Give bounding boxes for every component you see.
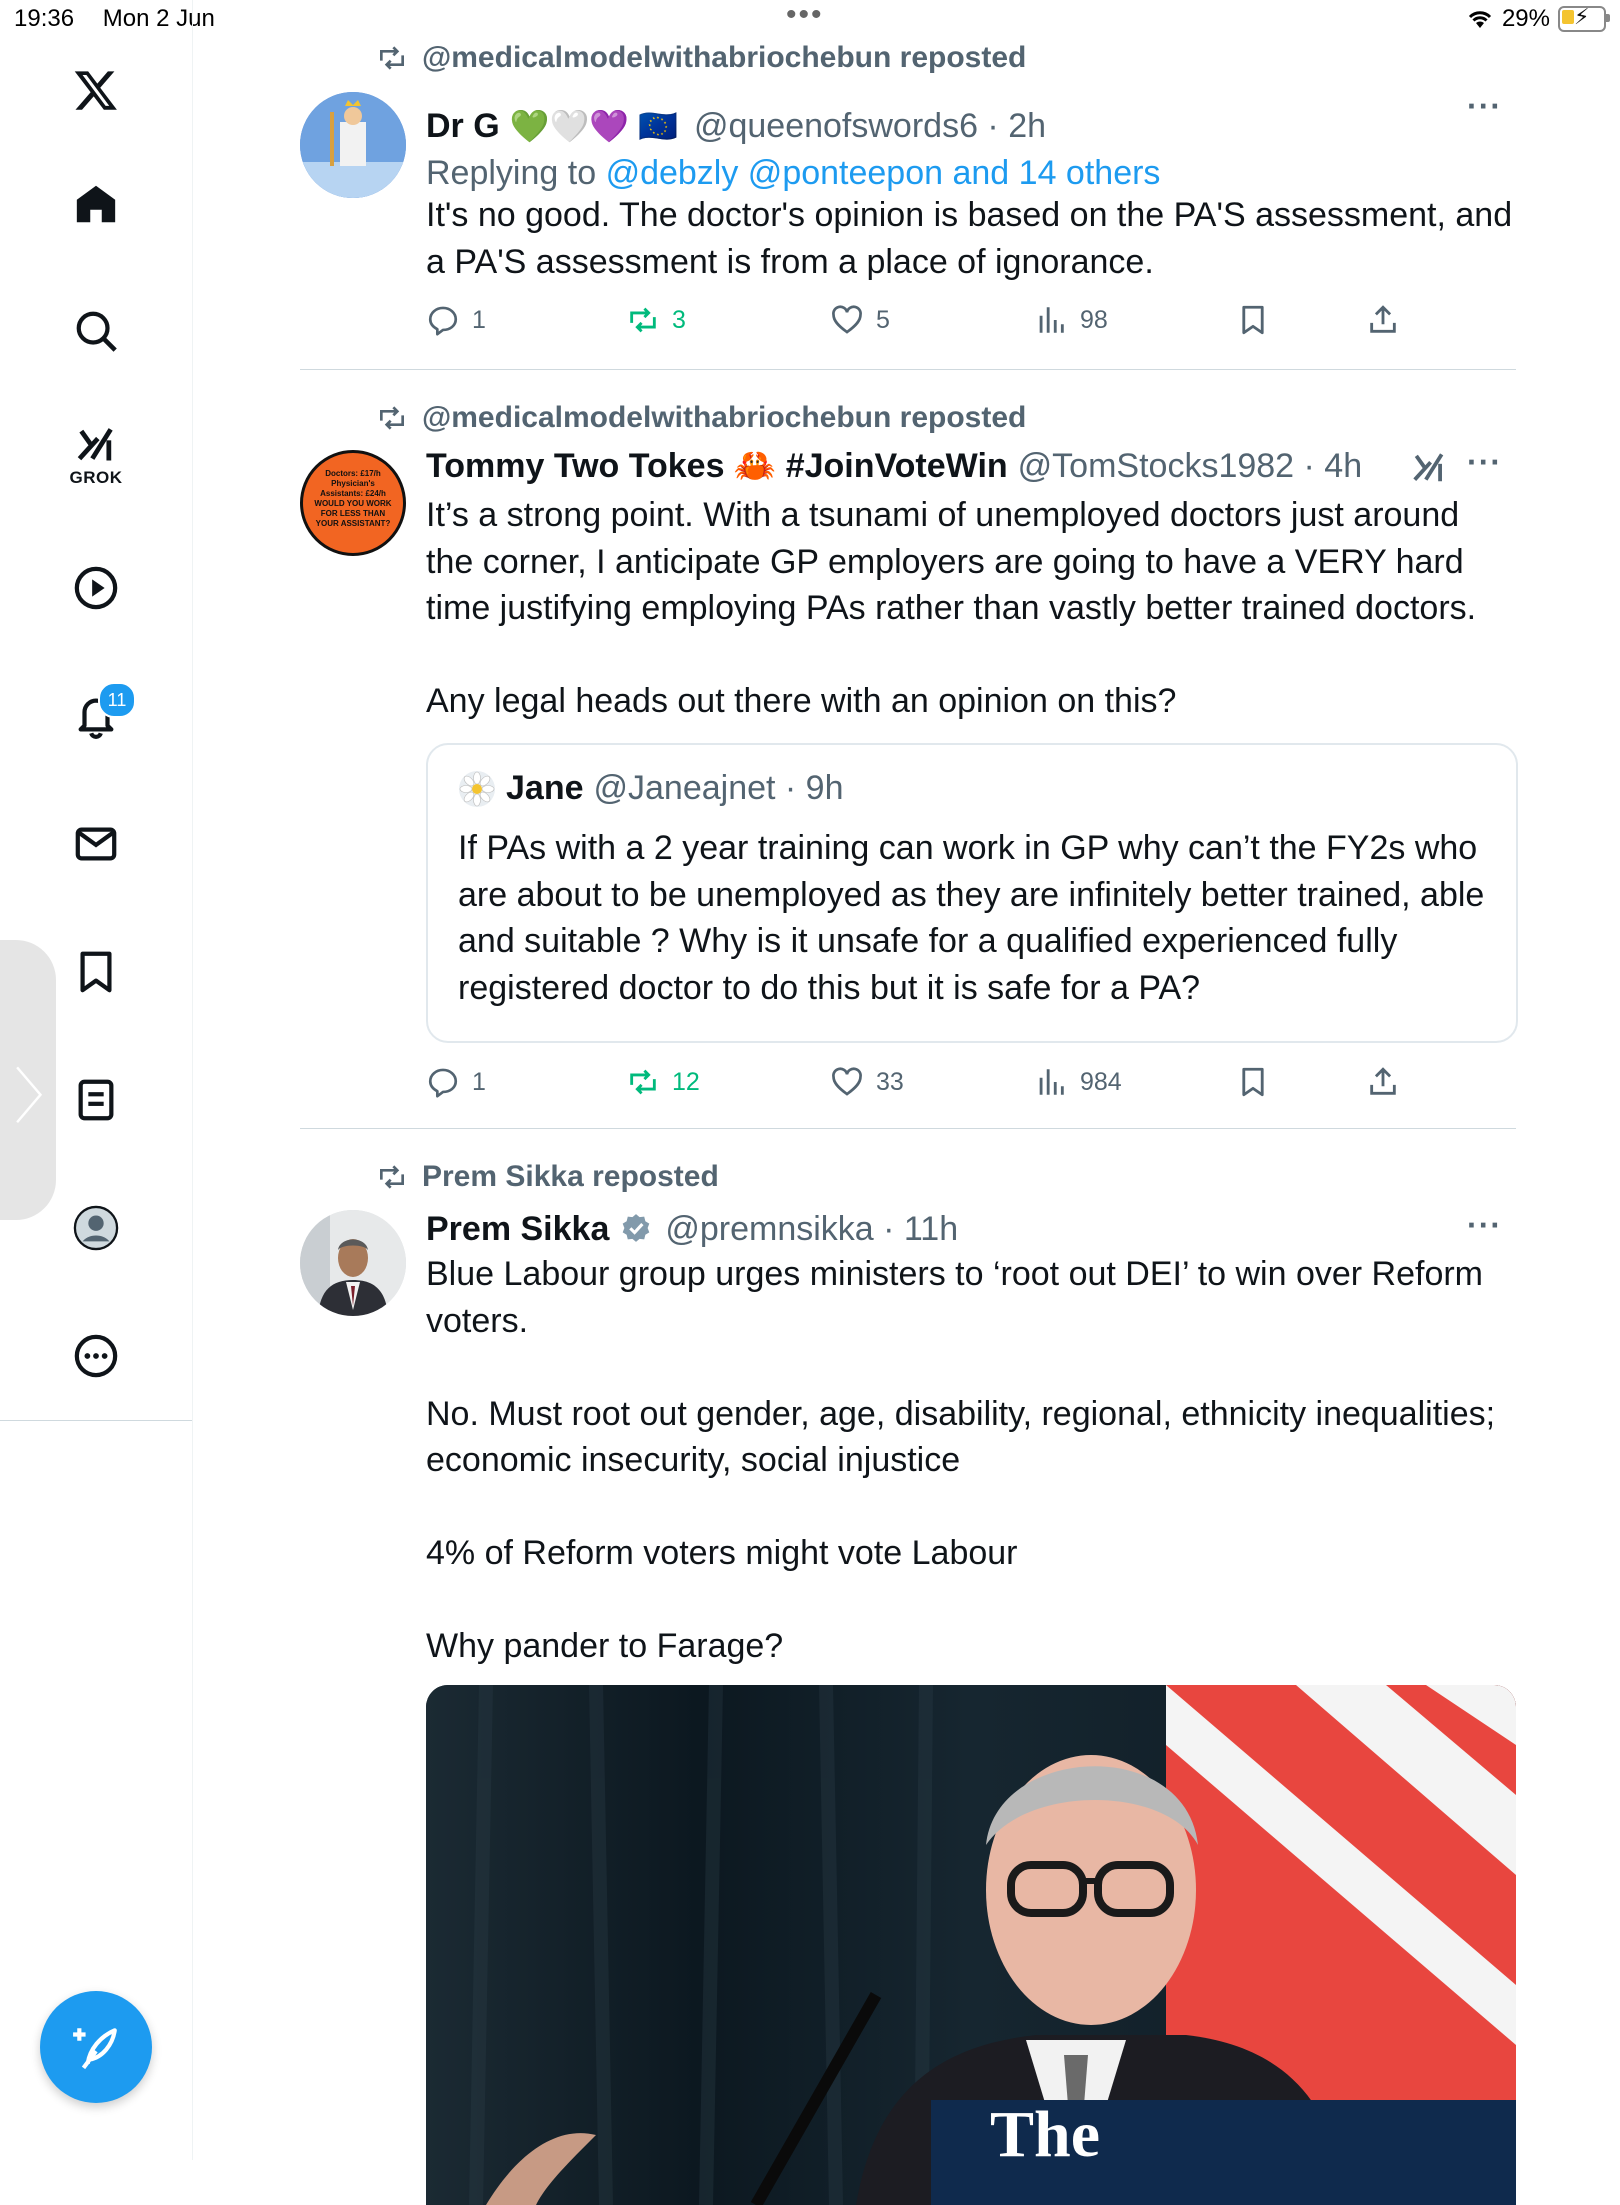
handle-time[interactable]: @premnsikka · 11h	[665, 1209, 959, 1248]
repost-indicator	[376, 40, 1026, 76]
repost-button[interactable]	[626, 303, 686, 337]
sidebar-item-more[interactable]	[46, 1306, 146, 1406]
x-logo-icon[interactable]	[46, 40, 146, 140]
play-circle-icon	[73, 565, 119, 611]
views-button[interactable]	[1034, 1065, 1122, 1099]
avatar[interactable]	[300, 450, 406, 556]
view-count: 98	[1080, 305, 1108, 334]
repost-count: 3	[672, 305, 686, 334]
reply-button[interactable]	[426, 1065, 486, 1099]
like-count: 33	[876, 1067, 904, 1096]
quote-header	[458, 769, 844, 808]
more-options-icon[interactable]: ···	[1467, 1207, 1502, 1243]
chevron-right-icon: 〉	[14, 1064, 74, 1131]
share-button[interactable]	[1366, 1065, 1400, 1099]
handle-time[interactable]: @TomStocks1982 · 4h	[1017, 446, 1363, 485]
bookmark-button[interactable]	[1236, 303, 1270, 337]
reply-count: 1	[472, 305, 486, 334]
handle-time[interactable]: @queenofswords6 · 2h	[693, 106, 1047, 145]
bookmark-icon	[1236, 1065, 1270, 1099]
list-document-icon	[73, 1077, 119, 1123]
multitasking-dots-icon[interactable]: •••	[786, 0, 824, 31]
tweet-header	[426, 104, 1516, 148]
heart-icon	[830, 1065, 864, 1099]
verified-badge-icon	[619, 1212, 653, 1246]
sidebar-item-profile[interactable]	[46, 1178, 146, 1278]
like-button[interactable]	[830, 1065, 904, 1099]
repost-by: @medicalmodelwithabriochebun reposted	[422, 401, 1027, 434]
repost-indicator	[376, 1159, 719, 1195]
quote-text: If PAs with a 2 year training can work in GP why can’t the FY2s who are about to be unemployed as they are infinitely better trained, able and suitable ? Why is it unsafe for a qualified experienced fully registered doctor to do this but it is safe for a PA?	[458, 829, 1485, 1007]
repost-by: Prem Sikka reposted	[422, 1160, 719, 1193]
status-time: 19:36	[14, 5, 75, 32]
avatar-image	[300, 1210, 406, 1316]
repost-icon	[376, 42, 408, 74]
avatar-image	[300, 92, 406, 198]
author-name[interactable]: Dr G	[426, 106, 500, 145]
quote-author-name: Jane	[506, 769, 584, 807]
sidebar-item-messages[interactable]	[46, 794, 146, 894]
sidebar-divider	[0, 1420, 192, 1421]
repost-button[interactable]	[626, 1065, 700, 1099]
reply-icon	[426, 1065, 460, 1099]
tweet-separator	[300, 1128, 1516, 1129]
repost-icon	[626, 1065, 660, 1099]
more-circle-icon	[73, 1333, 119, 1379]
grok-icon	[72, 422, 120, 466]
replying-prefix: Replying to	[426, 154, 597, 192]
reply-count: 1	[472, 1067, 486, 1096]
quoted-tweet[interactable]	[426, 743, 1518, 1043]
share-icon	[1366, 1065, 1400, 1099]
grok-icon[interactable]	[1410, 448, 1448, 486]
like-button[interactable]	[830, 303, 890, 337]
search-icon	[73, 308, 119, 354]
sidebar-item-home[interactable]	[46, 154, 146, 254]
sidebar-item-videos[interactable]	[46, 538, 146, 638]
bookmark-button[interactable]	[1236, 1065, 1270, 1099]
repost-icon	[376, 402, 408, 434]
tweet-text: It’s a strong point. With a tsunami of unemployed doctors just around the corner, I anticipate GP employers are going to have a VERY hard time justifying employing PAs rather than vastly better trained doctors. Any legal heads out there with an opinion on this?	[426, 496, 1477, 720]
daisy-avatar-icon	[458, 770, 496, 808]
quote-handle-time: @Janeajnet · 9h	[593, 769, 844, 807]
view-count: 984	[1080, 1067, 1122, 1096]
author-name[interactable]: Tommy Two Tokes 🦀 #JoinVoteWin	[426, 447, 1008, 485]
tweet-media-image[interactable]	[426, 1685, 1516, 2205]
tweet-1[interactable]	[300, 40, 1516, 366]
wifi-icon	[1466, 8, 1494, 30]
battery-percent: 29%	[1501, 5, 1550, 32]
avatar-text: Doctors: £17/h Physician's Assistants: £24/h WOULD YOU WORK FOR LESS THAN YOUR ASSISTANT?	[314, 469, 392, 528]
tweet-separator	[300, 369, 1516, 370]
tweet-3[interactable]	[300, 1159, 1516, 2171]
sidebar-item-notifications[interactable]	[46, 666, 146, 766]
sidebar-item-explore[interactable]	[46, 281, 146, 381]
views-button[interactable]	[1034, 303, 1108, 337]
feather-plus-icon	[71, 2022, 121, 2072]
repost-indicator	[376, 400, 1026, 436]
profile-avatar-icon	[73, 1205, 119, 1251]
sidebar-nav	[0, 0, 193, 2160]
tweet-header	[426, 444, 1516, 488]
repost-by: @medicalmodelwithabriochebun reposted	[422, 41, 1027, 74]
replying-to	[426, 154, 1160, 193]
notifications-badge: 11	[98, 682, 136, 718]
bookmark-icon	[73, 949, 119, 995]
avatar[interactable]	[300, 92, 406, 198]
compose-button[interactable]	[40, 1991, 152, 2103]
replying-to-links[interactable]: @debzly @ponteepon and 14 others	[605, 154, 1161, 192]
tweet-actions	[426, 297, 1516, 343]
media-photo	[426, 1685, 1516, 2205]
battery-icon: ⚡	[1558, 6, 1606, 32]
tweet-actions	[426, 1059, 1516, 1105]
avatar[interactable]	[300, 1210, 406, 1316]
like-count: 5	[876, 305, 890, 334]
tweet-2[interactable]	[300, 400, 1516, 1130]
repost-icon	[376, 1161, 408, 1193]
repost-icon	[626, 303, 660, 337]
sidebar-item-grok[interactable]	[46, 405, 146, 505]
edge-handle[interactable]	[0, 940, 74, 1220]
share-button[interactable]	[1366, 303, 1400, 337]
reply-button[interactable]	[426, 303, 486, 337]
status-date: Mon 2 Jun	[102, 5, 215, 32]
more-options-icon[interactable]: ···	[1467, 444, 1502, 480]
author-emojis: 💚🤍💜 🇪🇺	[509, 108, 678, 144]
sidebar-item-bookmarks[interactable]	[46, 922, 146, 1022]
home-icon	[73, 181, 119, 227]
grok-label: GROK	[69, 468, 123, 487]
author-name[interactable]: Prem Sikka	[426, 1209, 610, 1248]
status-right	[1466, 5, 1606, 33]
status-bar	[0, 0, 1620, 38]
analytics-icon	[1034, 303, 1068, 337]
tweet-header	[426, 1207, 1516, 1251]
tweet-text: It's no good. The doctor's opinion is based on the PA'S assessment, and a PA'S assessment is from a place of ignorance.	[426, 196, 1513, 281]
bookmark-icon	[1236, 303, 1270, 337]
heart-icon	[830, 303, 864, 337]
envelope-icon	[73, 821, 119, 867]
reply-icon	[426, 303, 460, 337]
share-icon	[1366, 303, 1400, 337]
more-options-icon[interactable]: ···	[1467, 88, 1502, 124]
repost-count: 12	[672, 1067, 700, 1096]
analytics-icon	[1034, 1065, 1068, 1099]
media-caption: The	[990, 2098, 1101, 2171]
tweet-text: Blue Labour group urges ministers to ‘root out DEI’ to win over Reform voters. No. Must root out gender, age, disability, regional, ethnicity inequalities; economic insecurity, social injustice 4% of Reform voters might vote Labour Why pander to Farage?	[426, 1255, 1496, 1665]
